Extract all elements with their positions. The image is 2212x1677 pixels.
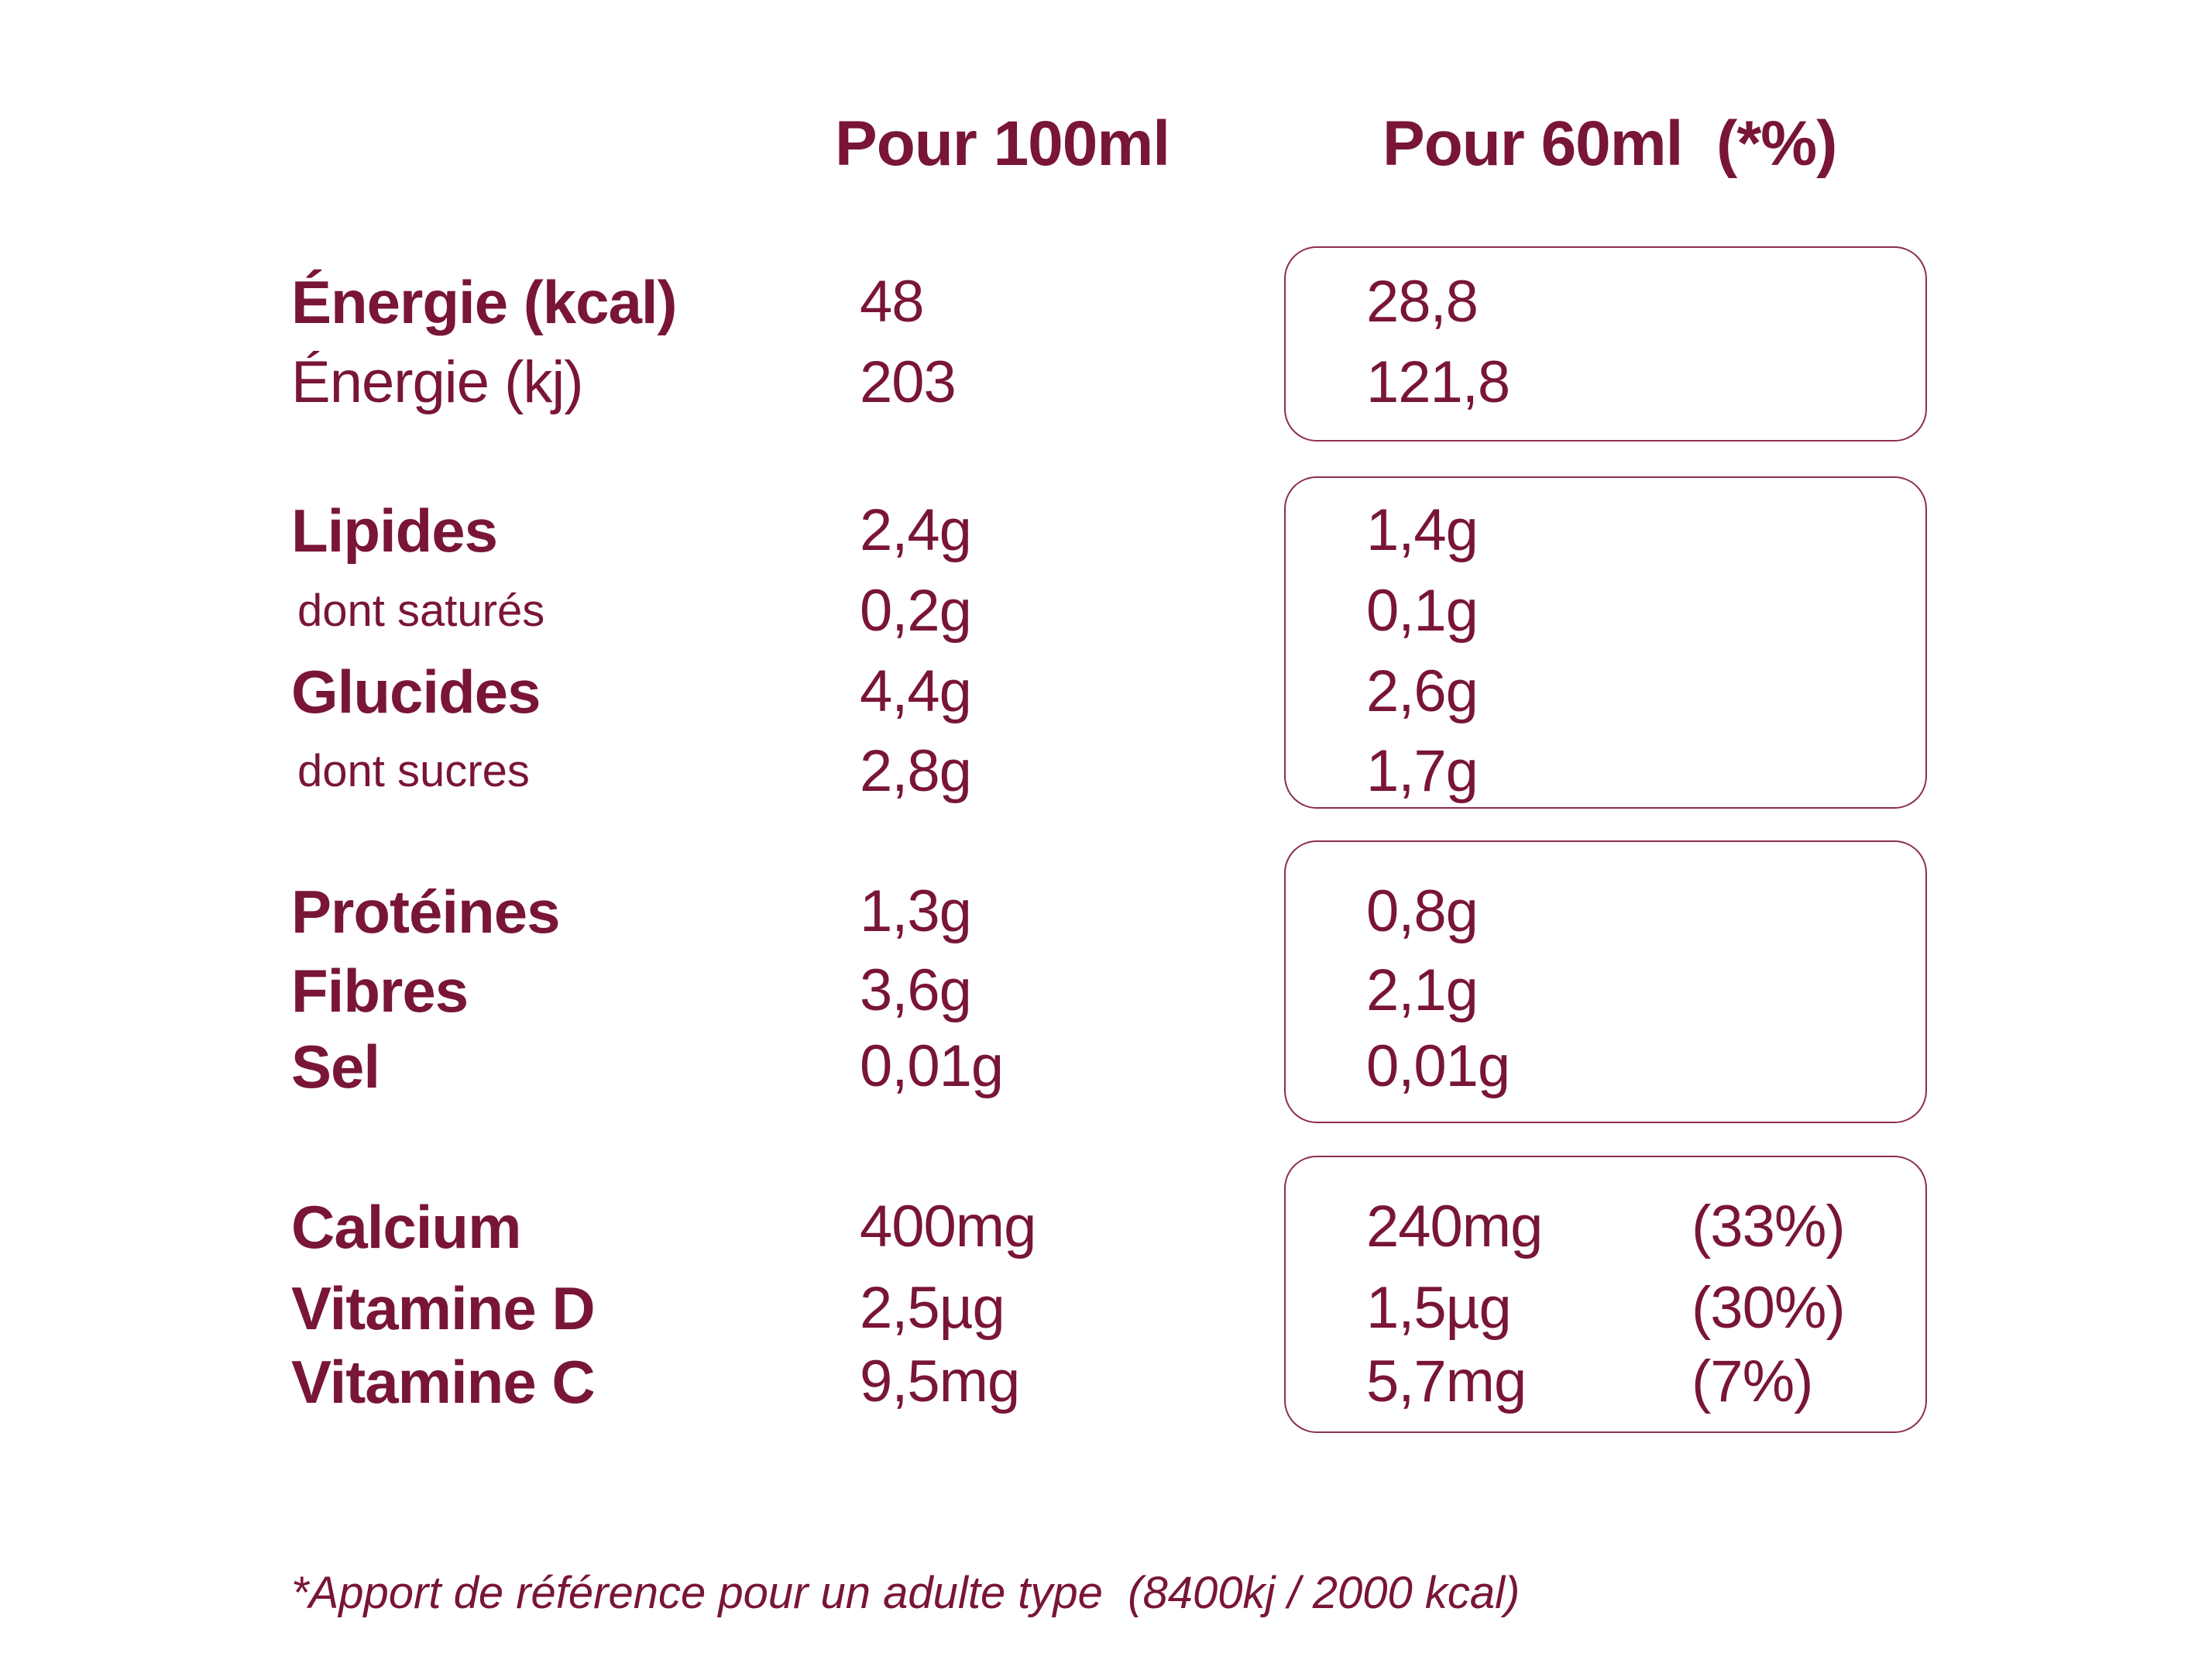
table-row-dont-sucres bbox=[0, 733, 2212, 810]
row-label: Énergie (kcal) bbox=[291, 268, 677, 336]
value-per-100ml: 400mg bbox=[860, 1194, 1036, 1259]
table-row-energie-kj bbox=[0, 344, 2212, 421]
value-per-60ml: 1,4g bbox=[1366, 497, 1478, 563]
value-per-100ml: 3,6g bbox=[860, 957, 971, 1023]
table-row-vitamine-d bbox=[0, 1270, 2212, 1347]
value-per-60ml: 0,1g bbox=[1366, 578, 1478, 644]
value-percent-ri: (33%) bbox=[1692, 1194, 1845, 1259]
table-row-energie-kcal bbox=[0, 263, 2212, 341]
value-per-100ml: 2,5µg bbox=[860, 1275, 1005, 1341]
row-label: Lipides bbox=[291, 497, 498, 565]
value-per-100ml: 0,2g bbox=[860, 578, 971, 644]
table-row-calcium bbox=[0, 1188, 2212, 1266]
value-per-100ml: 48 bbox=[860, 269, 924, 335]
row-label: Fibres bbox=[291, 957, 469, 1025]
table-row-fibres bbox=[0, 952, 2212, 1029]
row-label: Sel bbox=[291, 1033, 380, 1101]
column-header-per-100ml: Pour 100ml bbox=[835, 108, 1170, 179]
value-per-60ml: 28,8 bbox=[1366, 269, 1478, 335]
value-per-60ml: 0,01g bbox=[1366, 1033, 1510, 1099]
value-percent-ri: (30%) bbox=[1692, 1275, 1845, 1341]
row-label: Protéines bbox=[291, 878, 560, 946]
table-row-glucides bbox=[0, 653, 2212, 730]
value-per-100ml: 4,4g bbox=[860, 658, 971, 724]
value-per-100ml: 9,5mg bbox=[860, 1349, 1020, 1414]
row-label: Énergie (kj) bbox=[291, 349, 583, 415]
table-row-dont-satures bbox=[0, 572, 2212, 650]
value-per-100ml: 1,3g bbox=[860, 878, 971, 944]
column-header-per-60ml: Pour 60ml (*%) bbox=[1382, 108, 1837, 179]
value-per-100ml: 0,01g bbox=[860, 1033, 1004, 1099]
value-per-60ml: 0,8g bbox=[1366, 878, 1478, 944]
row-label: dont saturés bbox=[297, 586, 545, 636]
table-row-proteines bbox=[0, 873, 2212, 950]
value-per-60ml: 240mg bbox=[1366, 1194, 1543, 1259]
value-per-60ml: 121,8 bbox=[1366, 349, 1510, 415]
value-per-100ml: 2,8g bbox=[860, 738, 971, 804]
value-per-60ml: 5,7mg bbox=[1366, 1349, 1527, 1414]
row-label: Vitamine C bbox=[291, 1348, 595, 1416]
row-label: Calcium bbox=[291, 1193, 521, 1261]
value-per-100ml: 203 bbox=[860, 349, 956, 415]
value-per-60ml: 2,1g bbox=[1366, 957, 1478, 1023]
value-per-100ml: 2,4g bbox=[860, 497, 971, 563]
reference-intake-footnote: *Apport de référence pour un adulte type (8400kj / 2000 kcal) bbox=[291, 1568, 1520, 1618]
table-row-sel bbox=[0, 1028, 2212, 1105]
value-per-60ml: 1,7g bbox=[1366, 738, 1478, 804]
value-percent-ri: (7%) bbox=[1692, 1349, 1813, 1414]
value-per-60ml: 1,5µg bbox=[1366, 1275, 1511, 1341]
value-per-60ml: 2,6g bbox=[1366, 658, 1478, 724]
table-row-lipides bbox=[0, 492, 2212, 569]
row-label: Glucides bbox=[291, 658, 541, 726]
row-label: dont sucres bbox=[297, 746, 530, 796]
table-row-vitamine-c bbox=[0, 1343, 2212, 1421]
row-label: Vitamine D bbox=[291, 1274, 595, 1342]
